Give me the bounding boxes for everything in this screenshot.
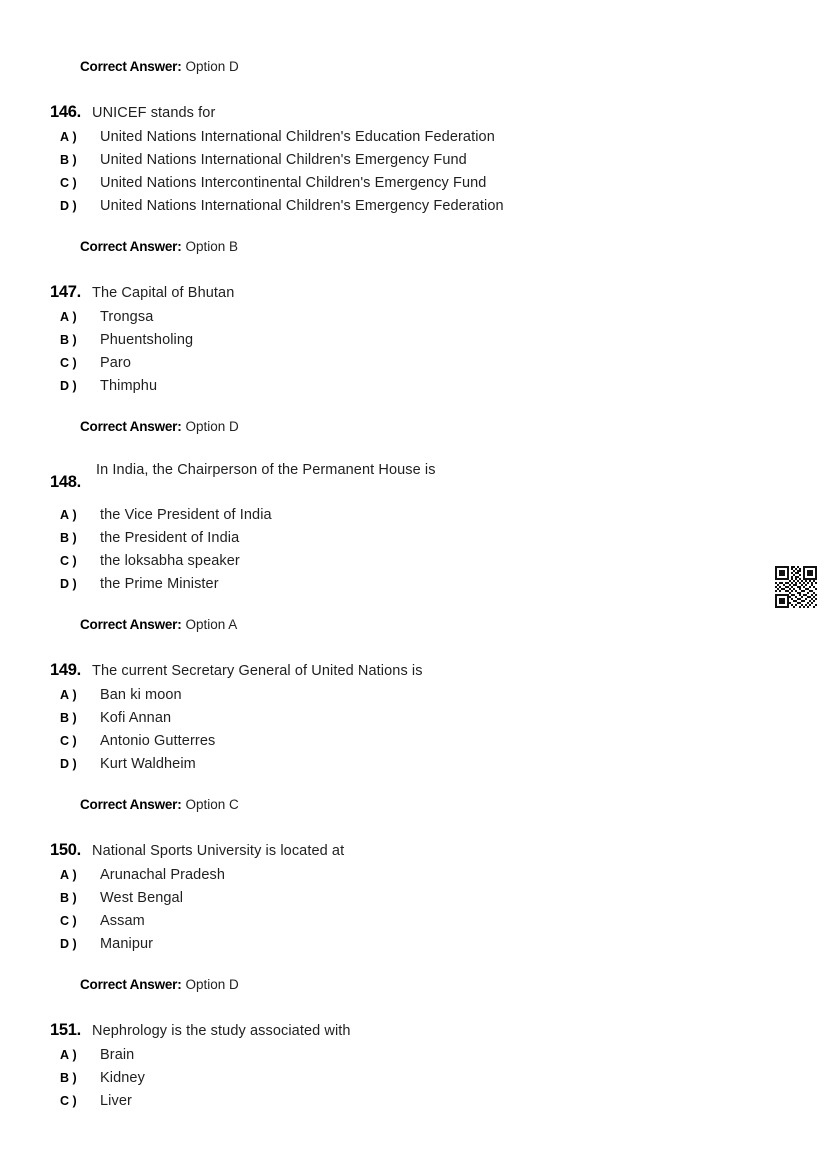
option-list <box>50 684 750 776</box>
option-row[interactable] <box>50 684 750 707</box>
correct-answer-value: Option D <box>185 59 239 74</box>
option-text: Paro <box>100 355 132 371</box>
correct-answer-value: Option A <box>185 617 238 632</box>
option-letter: A ) <box>60 508 77 522</box>
option-row[interactable] <box>50 306 750 329</box>
correct-answer-label: Correct Answer <box>80 239 178 254</box>
correct-answer-value: Option B <box>185 239 239 254</box>
option-letter: C ) <box>60 356 77 370</box>
option-row[interactable] <box>50 195 750 218</box>
option-row[interactable] <box>50 149 750 172</box>
option-letter: B ) <box>60 711 77 725</box>
option-text: Thimphu <box>100 378 158 394</box>
correct-answer-label: Correct Answer <box>80 59 178 74</box>
question-heading <box>50 660 750 681</box>
option-row[interactable] <box>50 753 750 776</box>
qr-code-svg <box>775 566 817 608</box>
option-row[interactable] <box>50 573 750 596</box>
correct-answer-line <box>80 796 750 814</box>
option-row[interactable] <box>50 1044 750 1067</box>
correct-answer-line <box>80 976 750 994</box>
question-block <box>50 282 750 436</box>
question-number: 146. <box>50 103 81 121</box>
option-row[interactable] <box>50 864 750 887</box>
option-letter: A ) <box>60 688 77 702</box>
option-list <box>50 126 750 218</box>
question-block <box>50 462 750 634</box>
option-text: Trongsa <box>100 309 154 325</box>
question-number: 147. <box>50 283 81 301</box>
option-text: Antonio Gutterres <box>100 733 216 749</box>
question-block <box>50 840 750 994</box>
option-text: the Prime Minister <box>100 576 219 592</box>
option-text: United Nations International Children's Education Federation <box>100 129 495 145</box>
option-row[interactable] <box>50 375 750 398</box>
option-row[interactable] <box>50 730 750 753</box>
option-letter: B ) <box>60 531 77 545</box>
question-text: In India, the Chairperson of the Permanent House is <box>96 462 436 478</box>
option-row[interactable] <box>50 527 750 550</box>
option-letter: A ) <box>60 310 77 324</box>
option-letter: C ) <box>60 914 77 928</box>
question-block <box>50 102 750 256</box>
option-row[interactable] <box>50 550 750 573</box>
correct-answer-value: Option D <box>185 977 239 992</box>
question-number: 150. <box>50 841 81 859</box>
option-row[interactable] <box>50 910 750 933</box>
option-letter: C ) <box>60 734 77 748</box>
option-text: Brain <box>100 1047 135 1063</box>
correct-answer-line <box>80 616 750 634</box>
question-text: National Sports University is located at <box>92 843 345 859</box>
correct-answer-value: Option D <box>185 419 239 434</box>
option-text: United Nations International Children's Emergency Federation <box>100 198 504 214</box>
option-list <box>50 864 750 956</box>
option-letter: B ) <box>60 153 77 167</box>
option-letter: D ) <box>60 199 77 213</box>
option-text: West Bengal <box>100 890 184 906</box>
correct-answer-separator: : <box>177 617 182 632</box>
option-letter: A ) <box>60 130 77 144</box>
option-text: the Vice President of India <box>100 507 272 523</box>
correct-answer-label: Correct Answer <box>80 797 178 812</box>
option-text: Assam <box>100 913 145 929</box>
question-heading <box>50 462 750 492</box>
option-text: Kurt Waldheim <box>100 756 196 772</box>
option-text: Phuentsholing <box>100 332 194 348</box>
correct-answer-label: Correct Answer <box>80 419 178 434</box>
correct-answer-separator: : <box>177 419 182 434</box>
option-text: Kidney <box>100 1070 145 1086</box>
question-number: 151. <box>50 1021 81 1039</box>
correct-answer-separator: : <box>177 59 182 74</box>
correct-answer-line <box>80 58 750 76</box>
option-text: United Nations International Children's Emergency Fund <box>100 152 467 168</box>
option-letter: C ) <box>60 176 77 190</box>
option-text: Kofi Annan <box>100 710 172 726</box>
option-row[interactable] <box>50 126 750 149</box>
option-row[interactable] <box>50 707 750 730</box>
question-number: 149. <box>50 661 81 679</box>
correct-answer-line <box>80 238 750 256</box>
option-letter: D ) <box>60 757 77 771</box>
option-text: Ban ki moon <box>100 687 182 703</box>
question-heading <box>50 840 750 861</box>
option-letter: D ) <box>60 937 77 951</box>
correct-answer-separator: : <box>177 239 182 254</box>
option-row[interactable] <box>50 1090 750 1113</box>
option-text: Liver <box>100 1093 132 1109</box>
correct-answer-separator: : <box>177 977 182 992</box>
option-text: Manipur <box>100 936 154 952</box>
question-text: UNICEF stands for <box>92 105 216 121</box>
question-text: The current Secretary General of United Nations is <box>92 663 423 679</box>
option-letter: D ) <box>60 379 77 393</box>
question-block <box>50 1020 750 1113</box>
question-list <box>50 58 750 1113</box>
option-text: the loksabha speaker <box>100 553 240 569</box>
correct-answer-label: Correct Answer <box>80 977 178 992</box>
correct-answer-label: Correct Answer <box>80 617 178 632</box>
question-heading <box>50 282 750 303</box>
question-block <box>50 660 750 814</box>
correct-answer-line <box>80 418 750 436</box>
option-row[interactable] <box>50 887 750 910</box>
correct-answer-separator: : <box>177 797 182 812</box>
question-heading <box>50 1020 750 1041</box>
option-letter: A ) <box>60 868 77 882</box>
option-letter: A ) <box>60 1048 77 1062</box>
question-heading <box>50 102 750 123</box>
question-number: 148. <box>50 473 81 491</box>
correct-answer-value: Option C <box>185 797 239 812</box>
option-letter: D ) <box>60 577 77 591</box>
question-text: The Capital of Bhutan <box>92 285 235 301</box>
option-row[interactable] <box>50 504 750 527</box>
option-list <box>50 306 750 398</box>
option-list <box>50 504 750 596</box>
option-row[interactable] <box>50 352 750 375</box>
option-row[interactable] <box>50 933 750 956</box>
option-letter: C ) <box>60 554 77 568</box>
option-letter: B ) <box>60 333 77 347</box>
qr-code-icon <box>775 566 817 608</box>
option-row[interactable] <box>50 1067 750 1090</box>
option-row[interactable] <box>50 329 750 352</box>
option-letter: C ) <box>60 1094 77 1108</box>
option-letter: B ) <box>60 891 77 905</box>
option-list <box>50 1044 750 1113</box>
option-text: United Nations Intercontinental Children's Emergency Fund <box>100 175 487 191</box>
option-text: the President of India <box>100 530 240 546</box>
question-text: Nephrology is the study associated with <box>92 1023 351 1039</box>
option-letter: B ) <box>60 1071 77 1085</box>
option-text: Arunachal Pradesh <box>100 867 226 883</box>
option-row[interactable] <box>50 172 750 195</box>
